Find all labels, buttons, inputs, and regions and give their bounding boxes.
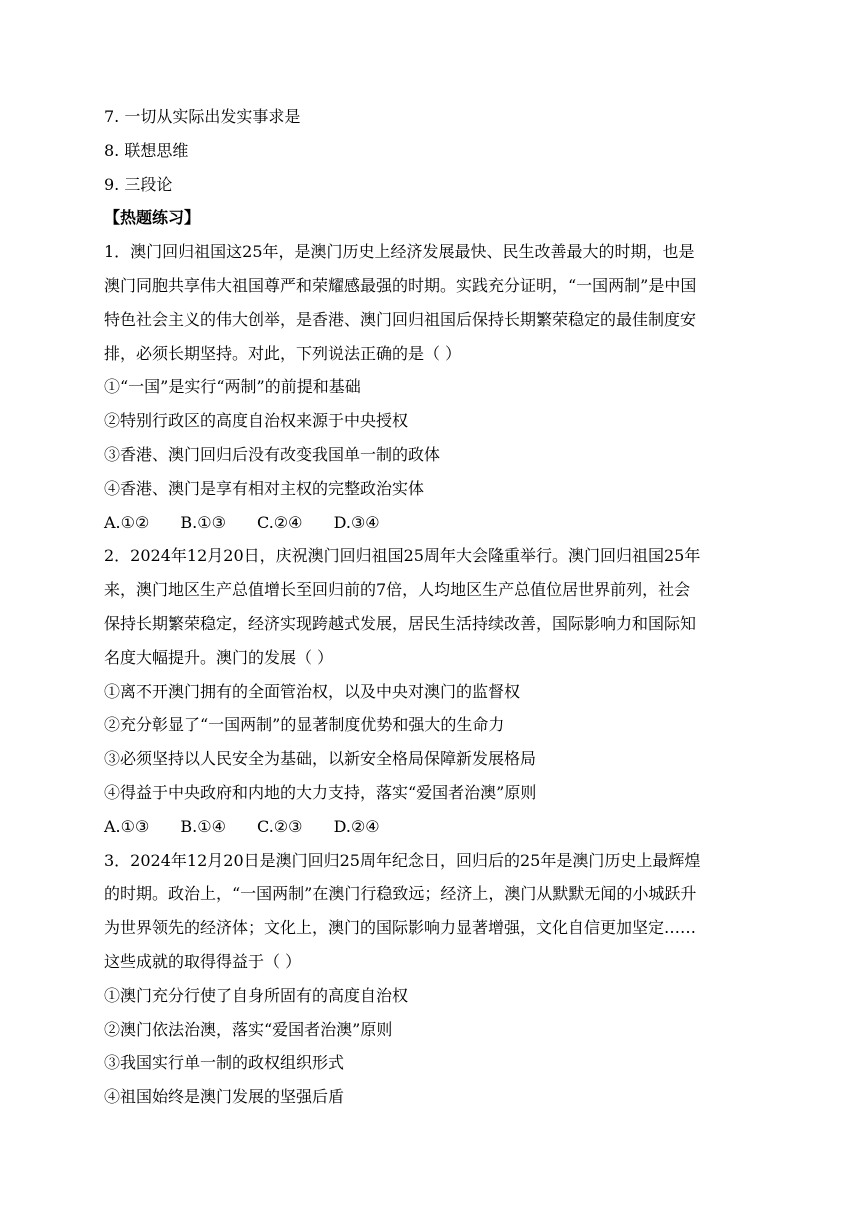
- question-3: [104, 844, 764, 1114]
- question-1: [104, 235, 764, 539]
- question-1-statement-4: ④香港、澳门是享有相对主权的完整政治实体: [104, 478, 425, 498]
- question-3-stem-line: 的时期。政治上，“一国两制”在澳门行稳致远；经济上，澳门从默默无闻的小城跃升: [104, 884, 697, 904]
- prev-item-7: 7. 一切从实际出发实事求是: [104, 107, 301, 126]
- question-3-statement-4: ④祖国始终是澳门发展的坚强后盾: [104, 1087, 345, 1107]
- question-1-stem-line: 澳门同胞共享伟大祖国尊严和荣耀感最强的时期。实践充分证明，“一国两制”是中国: [104, 275, 697, 295]
- question-2: [104, 539, 764, 843]
- question-1-statement-2: ②特别行政区的高度自治权来源于中央授权: [104, 411, 409, 431]
- question-3-statement-1: ①澳门充分行使了自身所固有的高度自治权: [104, 985, 409, 1005]
- question-3-statement-3: ③我国实行单一制的政权组织形式: [104, 1053, 345, 1073]
- document-page: [104, 100, 764, 1114]
- question-3-stem-line: 为世界领先的经济体；文化上，澳门的国际影响力显著增强，文化自信更加坚定……: [104, 918, 697, 938]
- question-2-option-b: B.①④: [180, 816, 226, 836]
- question-2-statement-1: ①离不开澳门拥有的全面管治权，以及中央对澳门的监督权: [104, 681, 521, 701]
- question-3-statement-2: ②澳门依法治澳，落实“爱国者治澳”原则: [104, 1019, 393, 1039]
- question-1-statement-3: ③香港、澳门回归后没有改变我国单一制的政体: [104, 444, 441, 464]
- question-2-stem-line: 名度大幅提升。澳门的发展（ ）: [104, 647, 334, 667]
- question-3-stem-line: 这些成就的取得得益于（ ）: [104, 951, 302, 971]
- question-2-statement-3: ③必须坚持以人民安全为基础，以新安全格局保障新发展格局: [104, 749, 537, 769]
- question-2-stem-line: 2．2024年12月20日，庆祝澳门回归祖国25周年大会隆重举行。澳门回归祖国25年: [104, 546, 701, 566]
- question-1-option-c: C.②④: [257, 512, 303, 532]
- question-2-stem-line: 来，澳门地区生产总值增长至回归前的7倍，人均地区生产总值位居世界前列，社会: [104, 580, 691, 600]
- question-1-option-b: B.①③: [180, 512, 226, 532]
- question-1-stem-line: 特色社会主义的伟大创举，是香港、澳门回归祖国后保持长期繁荣稳定的最佳制度安: [104, 309, 697, 329]
- question-1-stem-line: 1．澳门回归祖国这25年，是澳门历史上经济发展最快、民生改善最大的时期，也是: [104, 242, 695, 262]
- question-1-stem-line: 排，必须长期坚持。对此，下列说法正确的是（ ）: [104, 343, 462, 363]
- prev-item-8: 8. 联想思维: [104, 140, 189, 160]
- question-1-option-d: D.③④: [333, 512, 380, 532]
- question-3-stem-line: 3．2024年12月20日是澳门回归25周年纪念日，回归后的25年是澳门历史上最辉煌: [104, 850, 701, 870]
- question-1-options: [104, 506, 764, 540]
- question-2-statement-4: ④得益于中央政府和内地的大力支持，落实“爱国者治澳”原则: [104, 782, 537, 802]
- question-2-statement-2: ②充分彰显了“一国两制”的显著制度优势和强大的生命力: [104, 715, 505, 735]
- question-2-option-a: A.①③: [104, 816, 150, 836]
- question-2-stem-line: 保持长期繁荣稳定，经济实现跨越式发展，居民生活持续改善，国际影响力和国际知: [104, 613, 697, 633]
- question-1-statement-1: ①“一国”是实行“两制”的前提和基础: [104, 377, 361, 397]
- prev-item-9: 9. 三段论: [104, 174, 173, 194]
- question-2-options: [104, 810, 764, 844]
- question-2-option-c: C.②③: [257, 816, 303, 836]
- question-1-option-a: A.①②: [104, 512, 150, 532]
- section-title: 【热题练习】: [104, 208, 201, 228]
- question-2-option-d: D.②④: [333, 816, 380, 836]
